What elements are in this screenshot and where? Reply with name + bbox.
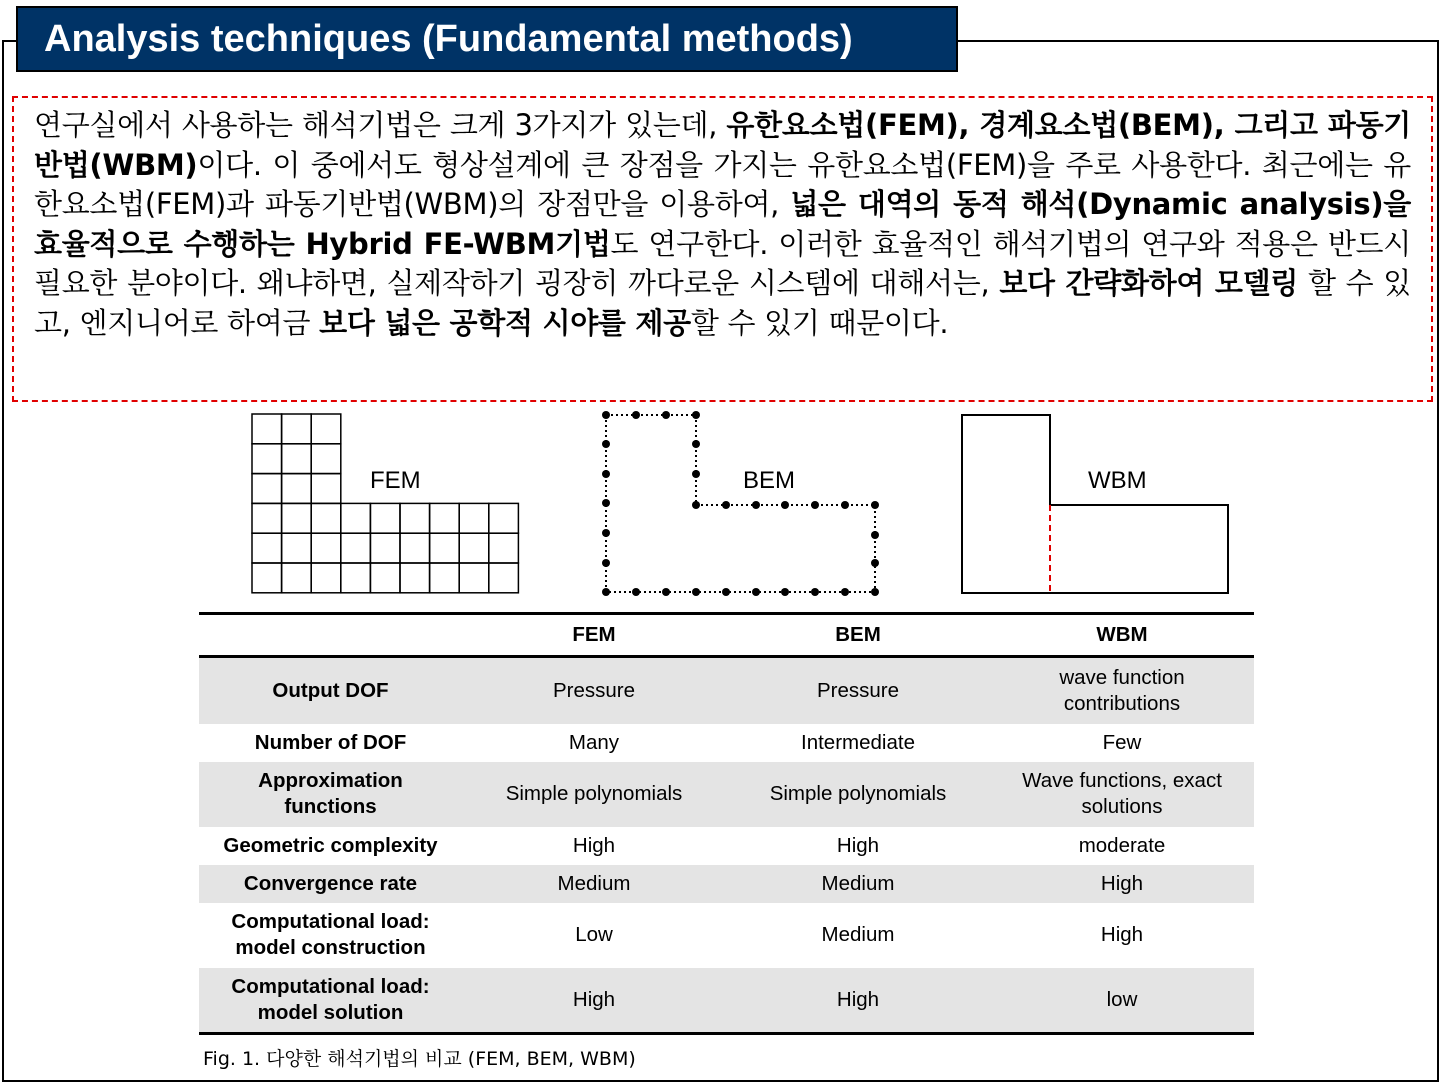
- fem-element: [459, 563, 489, 593]
- fem-element: [311, 563, 341, 593]
- table-row: [199, 903, 1254, 968]
- table-row: [199, 865, 1254, 903]
- fem-element: [489, 533, 519, 563]
- cell-fem: Simple polynomials: [505, 782, 683, 805]
- bem-node: [602, 411, 610, 419]
- fem-element: [430, 503, 460, 533]
- intro-text-1: 연구실에서 사용하는 해석기법은 크게 3가지가 있는데,: [34, 108, 727, 142]
- bem-boundary: [606, 415, 875, 592]
- cell-bem: High: [726, 968, 990, 1034]
- bem-node: [662, 588, 670, 596]
- fem-element: [282, 533, 312, 563]
- bem-node: [692, 411, 700, 419]
- bem-node: [752, 588, 760, 596]
- row-label: Computational load: model construction: [231, 910, 430, 959]
- bem-node: [602, 529, 610, 537]
- cell-wbm: High: [1100, 871, 1144, 895]
- cell-fem: Pressure: [552, 678, 636, 702]
- bem-node: [841, 501, 849, 509]
- table-header-row: [199, 614, 1254, 657]
- fem-element: [459, 503, 489, 533]
- fem-element: [341, 563, 371, 593]
- bem-node: [692, 588, 700, 596]
- cell-fem: Low: [575, 923, 613, 946]
- bem-node: [841, 588, 849, 596]
- fem-element: [341, 503, 371, 533]
- fem-element: [311, 503, 341, 533]
- cell-bem: Simple polynomials: [769, 782, 947, 805]
- bem-node: [781, 501, 789, 509]
- bem-label: BEM: [743, 467, 796, 494]
- row-label: Approximation functions: [258, 769, 403, 818]
- table-row: [199, 724, 1254, 762]
- fem-element: [282, 503, 312, 533]
- wbm-label: WBM: [1088, 467, 1147, 494]
- cell-bem: Intermediate: [801, 730, 915, 754]
- fem-mesh-diagram: [252, 414, 518, 593]
- cell-wbm: Wave functions, exact solutions: [1022, 769, 1222, 818]
- bem-node: [602, 588, 610, 596]
- header-bem: BEM: [726, 614, 990, 657]
- intro-text-5: 할 수 있기 때문이다.: [690, 305, 949, 340]
- intro-bold-3: 보다 간략화하여 모델링: [999, 266, 1299, 300]
- fem-element: [252, 444, 282, 474]
- bem-node: [752, 501, 760, 509]
- row-label: Number of DOF: [254, 730, 407, 754]
- fem-element: [252, 503, 282, 533]
- bem-node: [662, 411, 670, 419]
- table-row: [199, 827, 1254, 865]
- page-title: Analysis techniques (Fundamental methods): [16, 6, 958, 72]
- cell-fem: High: [572, 833, 616, 857]
- fem-element: [370, 563, 400, 593]
- bem-node: [602, 559, 610, 567]
- fem-element: [400, 563, 430, 593]
- cell-wbm: low: [990, 968, 1254, 1034]
- fem-element: [459, 533, 489, 563]
- cell-wbm: Few: [1102, 730, 1142, 754]
- table-row: [199, 762, 1254, 827]
- fem-element: [282, 563, 312, 593]
- table-row: [199, 657, 1254, 724]
- bem-node: [692, 501, 700, 509]
- bem-node: [811, 501, 819, 509]
- fem-element: [282, 474, 312, 504]
- fem-element: [311, 444, 341, 474]
- fem-element: [489, 503, 519, 533]
- fem-element: [252, 414, 282, 444]
- comparison-table: [199, 612, 1254, 1035]
- fem-element: [252, 563, 282, 593]
- bem-node: [811, 588, 819, 596]
- cell-wbm: moderate: [1078, 833, 1166, 857]
- fem-element: [282, 414, 312, 444]
- bem-node: [722, 501, 730, 509]
- figure-caption: Fig. 1. 다양한 해석기법의 비교 (FEM, BEM, WBM): [203, 1048, 636, 1070]
- cell-fem: Medium: [557, 871, 631, 895]
- bem-node: [871, 501, 879, 509]
- fem-element: [400, 503, 430, 533]
- fem-element: [311, 474, 341, 504]
- fem-element: [282, 444, 312, 474]
- fem-label: FEM: [370, 467, 421, 494]
- wbm-diagram: [962, 415, 1228, 593]
- bem-node: [692, 440, 700, 448]
- fem-element: [311, 533, 341, 563]
- cell-wbm: wave function contributions: [1059, 665, 1185, 715]
- header-blank: [199, 614, 462, 657]
- header-fem: FEM: [462, 614, 726, 657]
- bem-node: [602, 440, 610, 448]
- wbm-domain-outline: [962, 415, 1228, 593]
- fem-element: [430, 533, 460, 563]
- cell-bem: Medium: [821, 871, 895, 895]
- bem-node: [722, 588, 730, 596]
- intro-text-3: 도 연구한다. 이러한 효율적인 해석기법의 연구와 적용은 반드시 필요한 분야이다. 왜냐하면, 실제작하기 굉장히 까다로운 시스템에 대해서는,: [34, 226, 1411, 300]
- bem-node: [632, 588, 640, 596]
- fem-element: [252, 533, 282, 563]
- intro-text-2: 이다. 이 중에서도 형상설계에 큰 장점을 가지는 유한요소법(FEM)을 주로 사용한다. 최근에는 유한요소법(FEM)과 파동기반법(WBM)의 장점만을 이용하여,: [34, 147, 1411, 221]
- row-label: Geometric complexity: [223, 833, 438, 857]
- intro-text-4: 할 수 있고, 엔지니어로 하여금: [34, 266, 1411, 340]
- cell-bem: Medium: [821, 923, 895, 946]
- cell-fem: High: [462, 968, 726, 1034]
- fem-element: [341, 533, 371, 563]
- bem-node: [781, 588, 789, 596]
- fem-element: [252, 474, 282, 504]
- fem-element: [311, 414, 341, 444]
- fem-element: [430, 563, 460, 593]
- bem-node: [602, 499, 610, 507]
- cell-wbm: High: [1100, 923, 1144, 946]
- bem-node: [602, 470, 610, 478]
- cell-bem: High: [836, 833, 880, 857]
- header-wbm: WBM: [990, 614, 1254, 657]
- bem-node: [871, 559, 879, 567]
- bem-node: [871, 531, 879, 539]
- row-label: Convergence rate: [243, 871, 418, 895]
- bem-node: [692, 470, 700, 478]
- bem-node: [632, 411, 640, 419]
- cell-fem: Many: [568, 730, 620, 754]
- row-label: Output DOF: [272, 678, 389, 702]
- fem-element: [489, 563, 519, 593]
- fem-element: [400, 533, 430, 563]
- row-label: Computational load: model solution: [199, 968, 462, 1034]
- intro-bold-1: 유한요소법(FEM), 경계요소법(BEM), 그리고 파동기반법(WBM): [34, 108, 1411, 182]
- intro-bold-4: 보다 넓은 공학적 시야를 제공: [319, 305, 691, 340]
- fem-element: [370, 503, 400, 533]
- bem-node: [871, 588, 879, 596]
- table-row: [199, 968, 1254, 1034]
- cell-bem: Pressure: [816, 678, 900, 702]
- bem-boundary-diagram: [602, 411, 879, 596]
- intro-bold-2: 넓은 대역의 동적 해석(Dynamic analysis)을 효율적으로 수행하는 Hybrid FE-WBM기법: [34, 187, 1411, 261]
- fem-element: [370, 533, 400, 563]
